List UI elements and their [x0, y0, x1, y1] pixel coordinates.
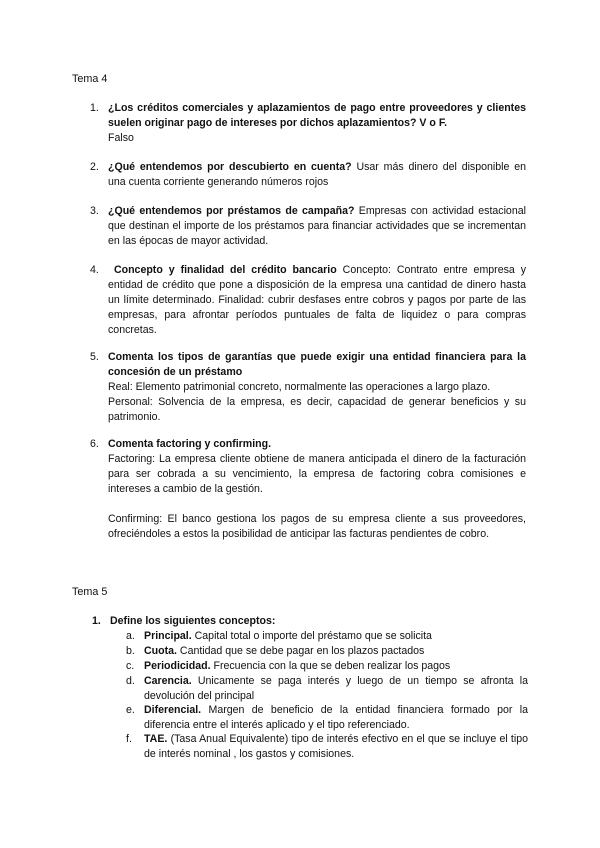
letter: e.: [126, 704, 135, 716]
letter: f.: [126, 733, 132, 745]
tema4-heading: Tema 4: [72, 73, 108, 85]
term: Cuota.: [144, 645, 177, 657]
tema5-heading: Tema 5: [72, 586, 108, 598]
answer: Concepto: Contrato entre empresa y entidad de crédito que pone a disposición de la empresa una cantidad de dinero hasta un límite determinado. Finalidad: cubrir desfases entre cobros y pagos por parte de las empresas, para afrontar períodos puntuales de falta de liquidez o para compras concretas.: [108, 264, 527, 336]
letter: a.: [126, 630, 135, 642]
letter: c.: [126, 660, 135, 672]
definition: Frecuencia con la que se deben realizar los pagos: [213, 660, 451, 672]
item-number: 4.: [90, 264, 99, 276]
answer-factoring: Factoring: La empresa cliente obtiene de manera anticipada el dinero de la facturación para ser cobrada a su vencimiento, la empresa de factoring cobra comisiones e intereses a cambio de la gestión.: [108, 453, 526, 495]
item-number: 5.: [90, 351, 99, 363]
term: TAE.: [144, 733, 168, 745]
letter: b.: [126, 645, 135, 657]
answer-personal: Personal: Solvencia de la empresa, es decir, capacidad de generar beneficios y su patrimonio.: [108, 396, 526, 423]
answer: Usar más dinero del disponible en una cuenta corriente generando números rojos: [108, 161, 526, 188]
question: Comenta los tipos de garantías que puede exigir una entidad financiera para la concesión de un préstamo: [108, 351, 526, 378]
item-number: 6.: [90, 438, 99, 450]
answer: Falso: [108, 132, 134, 144]
definition: Unicamente se paga interés y luego de un tiempo se afronta la devolución del principal: [144, 675, 528, 702]
term: Periodicidad.: [144, 660, 211, 672]
definition: Cantidad que se debe pagar en los plazos pactados: [179, 645, 425, 657]
definition: (Tasa Anual Equivalente) tipo de interés efectivo en el que se incluye el tipo de interés nominal , los gastos y comisiones.: [144, 733, 528, 760]
term: Principal.: [144, 630, 192, 642]
term: Diferencial.: [144, 704, 202, 716]
question: ¿Los créditos comerciales y aplazamientos de pago entre proveedores y clientes suelen originar pago de intereses por dichos aplazamientos? V o F.: [108, 102, 526, 129]
definition: Margen de beneficio de la entidad financiera formado por la diferencia entre el interés aplicado y el tipo referenciado.: [144, 704, 528, 731]
term: Carencia.: [144, 675, 192, 687]
answer: Empresas con actividad estacional que destinan el importe de los préstamos para financiar actividades que se incrementan en las épocas de mayor actividad.: [108, 205, 526, 247]
answer-confirming: Confirming: El banco gestiona los pagos de su empresa cliente a sus proveedores, ofreciéndoles a estos la posibilidad de anticipar las facturas pendientes de cobro.: [108, 513, 526, 540]
letter: d.: [126, 675, 135, 687]
item-number: 2.: [90, 161, 99, 173]
item-title: Define los siguientes conceptos:: [110, 615, 276, 627]
answer-real: Real: Elemento patrimonial concreto, normalmente las operaciones a largo plazo.: [108, 381, 491, 393]
definition: Capital total o importe del préstamo que se solicita: [194, 630, 432, 642]
question: Concepto y finalidad del crédito bancario: [113, 264, 337, 276]
item-number: 1.: [90, 102, 99, 114]
question: Comenta factoring y confirming.: [108, 438, 272, 450]
question: ¿Qué entendemos por préstamos de campaña?: [108, 205, 355, 217]
question: ¿Qué entendemos por descubierto en cuenta?: [108, 161, 352, 173]
item-number: 3.: [90, 205, 99, 217]
item-number: 1.: [92, 615, 101, 627]
